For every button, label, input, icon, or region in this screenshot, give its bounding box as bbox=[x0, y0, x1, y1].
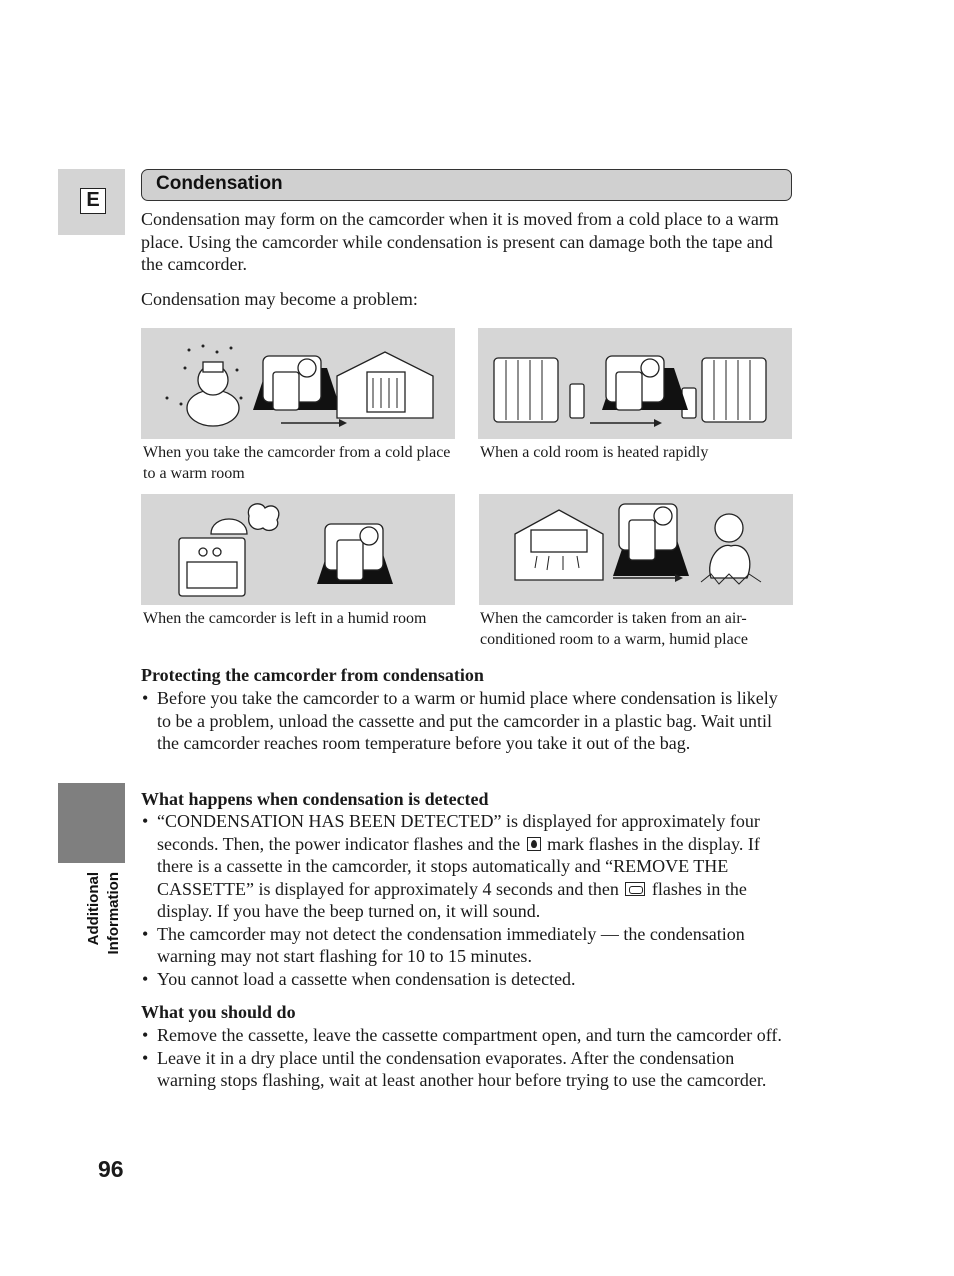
chapter-label-line2: Information bbox=[105, 872, 122, 955]
illustration-caption: When a cold room is heated rapidly bbox=[480, 444, 709, 461]
section-title: Condensation bbox=[156, 173, 283, 194]
chapter-label-line1: Additional bbox=[85, 872, 102, 946]
page-number: 96 bbox=[98, 1156, 124, 1182]
todo-list bbox=[141, 1024, 796, 1092]
list-item: • Leave it in a dry place until the condensation evaporates. After the condensation warning stops flashing, wait at least another hour before trying to use the camcorder. bbox=[141, 1047, 796, 1092]
protecting-list bbox=[141, 687, 796, 755]
bullet-text: flashes in the display. If you have the beep turned on, it will sound. bbox=[157, 878, 747, 921]
todo-heading: What you should do bbox=[141, 1002, 296, 1022]
list-item: • The camcorder may not detect the condensation immediately — the condensation warning may not start flashing for 10 to 15 minutes. bbox=[141, 923, 796, 968]
list-item: • You cannot load a cassette when condensation is detected. bbox=[141, 968, 796, 991]
illustration-caption: When the camcorder is left in a humid room bbox=[143, 610, 427, 627]
chapter-label bbox=[84, 872, 128, 962]
detected-heading: What happens when condensation is detected bbox=[141, 789, 489, 809]
air-conditioned-illustration bbox=[479, 494, 793, 605]
humid-room-illustration bbox=[141, 494, 455, 605]
problem-lead: Condensation may become a problem: bbox=[141, 289, 418, 309]
detected-list bbox=[141, 810, 796, 990]
bullet-text: mark flashes in the display. If there is a cassette in the camcorder, it stops automatically and “REMOVE THE CASSETTE” is displayed for approximately 4 seconds and then bbox=[157, 833, 760, 899]
language-tab bbox=[58, 169, 125, 235]
intro-paragraph: Condensation may form on the camcorder when it is moved from a cold place to a warm place. Using the camcorder while condensation is present can damage both the tape and the camcorder. bbox=[141, 209, 779, 274]
list-item: • Before you take the camcorder to a warm or humid place where condensation is likely to be a problem, unload the cassette and put the camcorder in a plastic bag. Wait until the camcorder reaches room temperature before you take it out of the bag. bbox=[141, 687, 796, 755]
chapter-tab bbox=[58, 783, 125, 863]
protecting-heading: Protecting the camcorder from condensation bbox=[141, 665, 484, 685]
cold-to-warm-illustration bbox=[141, 328, 455, 439]
list-item bbox=[141, 810, 796, 923]
bullet-text: “CONDENSATION HAS BEEN DETECTED” is displayed for approximately four seconds. Then, the power indicator flashes and the bbox=[157, 811, 760, 854]
remove-cassette-icon bbox=[625, 882, 645, 896]
language-label: E bbox=[80, 188, 106, 214]
section-header bbox=[141, 169, 792, 201]
illustration-caption: When you take the camcorder from a cold place to a warm room bbox=[143, 444, 451, 482]
illustration-caption: When the camcorder is taken from an air-conditioned room to a warm, humid place bbox=[480, 610, 748, 648]
list-item: • Remove the cassette, leave the cassette compartment open, and turn the camcorder off. bbox=[141, 1024, 796, 1047]
condensation-drop-icon bbox=[527, 837, 541, 851]
heated-room-illustration bbox=[478, 328, 792, 439]
